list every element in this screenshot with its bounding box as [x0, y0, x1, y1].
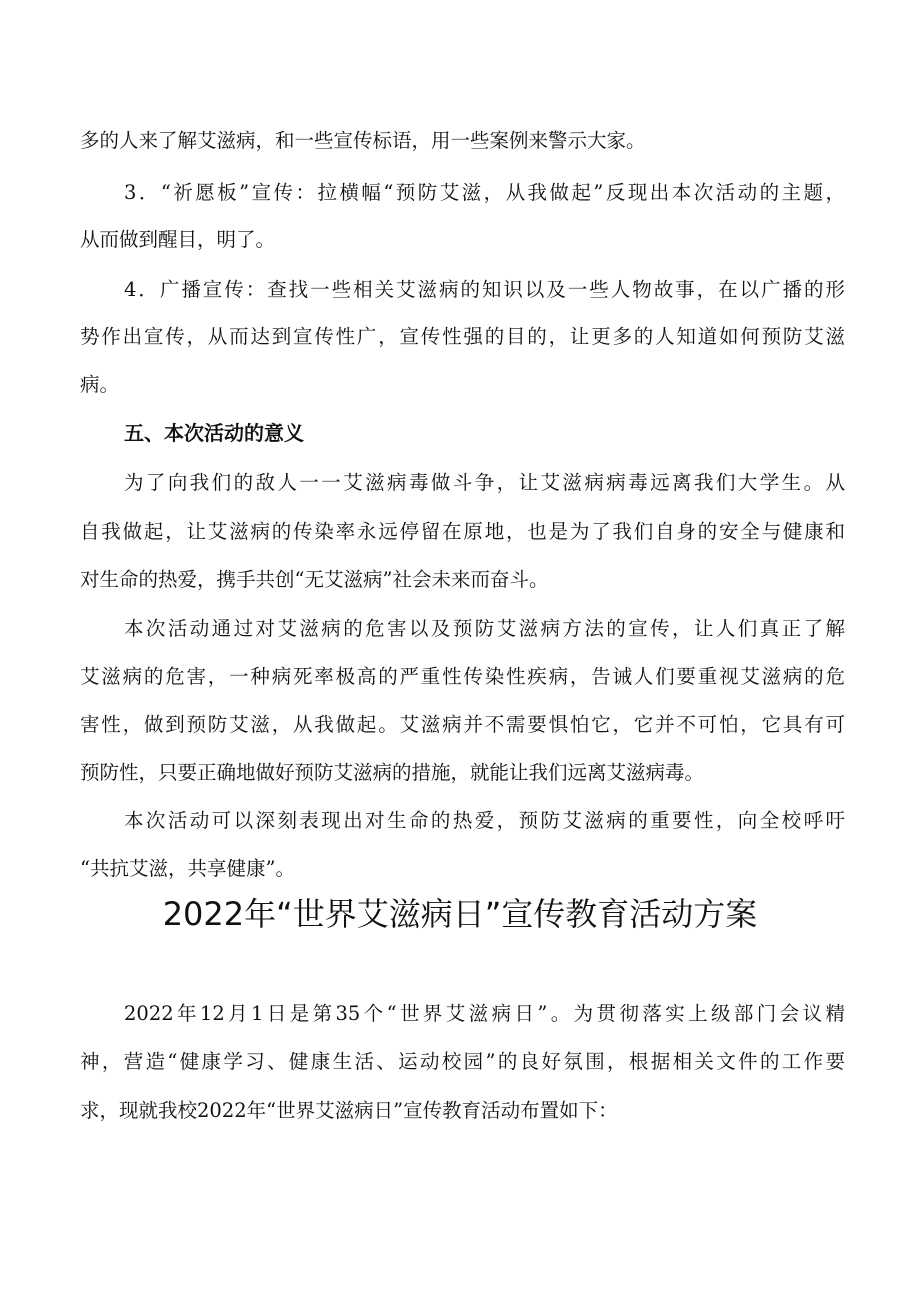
para-3-line-1: 本次活动可以深刻表现出对生命的热爱，预防艾滋病的重要性，向全校呼吁: [124, 809, 845, 832]
item-3-line-1: 3．“祈愿板”宣传：拉横幅“预防艾滋，从我做起”反现出本次活动的主题，: [124, 181, 845, 204]
para-2-line-2: 艾滋病的危害，一种病死率极高的严重性传染性疾病，告诫人们要重视艾滋病的危: [80, 665, 845, 688]
item-4-line-1: 4．广播宣传：查找一些相关艾滋病的知识以及一些人物故事，在以广播的形: [124, 278, 845, 301]
para-2-line-1: 本次活动通过对艾滋病的危害以及预防艾滋病方法的宣传，让人们真正了解: [124, 617, 845, 640]
section-heading: 五、本次活动的意义: [124, 421, 304, 445]
para-2-line-4: 预防性，只要正确地做好预防艾滋病的措施，就能让我们远离艾滋病毒。: [80, 761, 705, 784]
item-4-line-2: 势作出宣传，从而达到宣传性广，宣传性强的目的，让更多的人知道如何预防艾滋: [80, 325, 845, 348]
paragraph-continuation-line: 多的人来了解艾滋病，和一些宣传标语，用一些案例来警示大家。: [80, 129, 646, 152]
intro-line-3: 求，现就我校2022年“世界艾滋病日”宣传教育活动布置如下：: [80, 1099, 618, 1122]
para-1-line-1: 为了向我们的敌人一一艾滋病毒做斗争，让艾滋病病毒远离我们大学生。从: [124, 471, 845, 494]
para-2-line-3: 害性，做到预防艾滋，从我做起。艾滋病并不需要惧怕它，它并不可怕，它具有可: [80, 713, 845, 736]
intro-line-1: 2022年12月1日是第35个“世界艾滋病日”。为贯彻落实上级部门会议精: [124, 1002, 845, 1025]
para-1-line-2: 自我做起，让艾滋病的传染率永远停留在原地，也是为了我们自身的安全与健康和: [80, 520, 845, 543]
item-4-line-3: 病。: [80, 373, 120, 396]
para-1-line-3: 对生命的热爱，携手共创“无艾滋病”社会未来而奋斗。: [80, 568, 549, 591]
intro-line-2: 神，营造“健康学习、健康生活、运动校园”的良好氛围，根据相关文件的工作要: [80, 1050, 845, 1073]
document-title: 2022年“世界艾滋病日”宣传教育活动方案: [162, 895, 758, 933]
item-3-line-2: 从而做到醒目，明了。: [80, 228, 276, 251]
para-3-line-2: “共抗艾滋，共享健康”。: [80, 857, 295, 880]
